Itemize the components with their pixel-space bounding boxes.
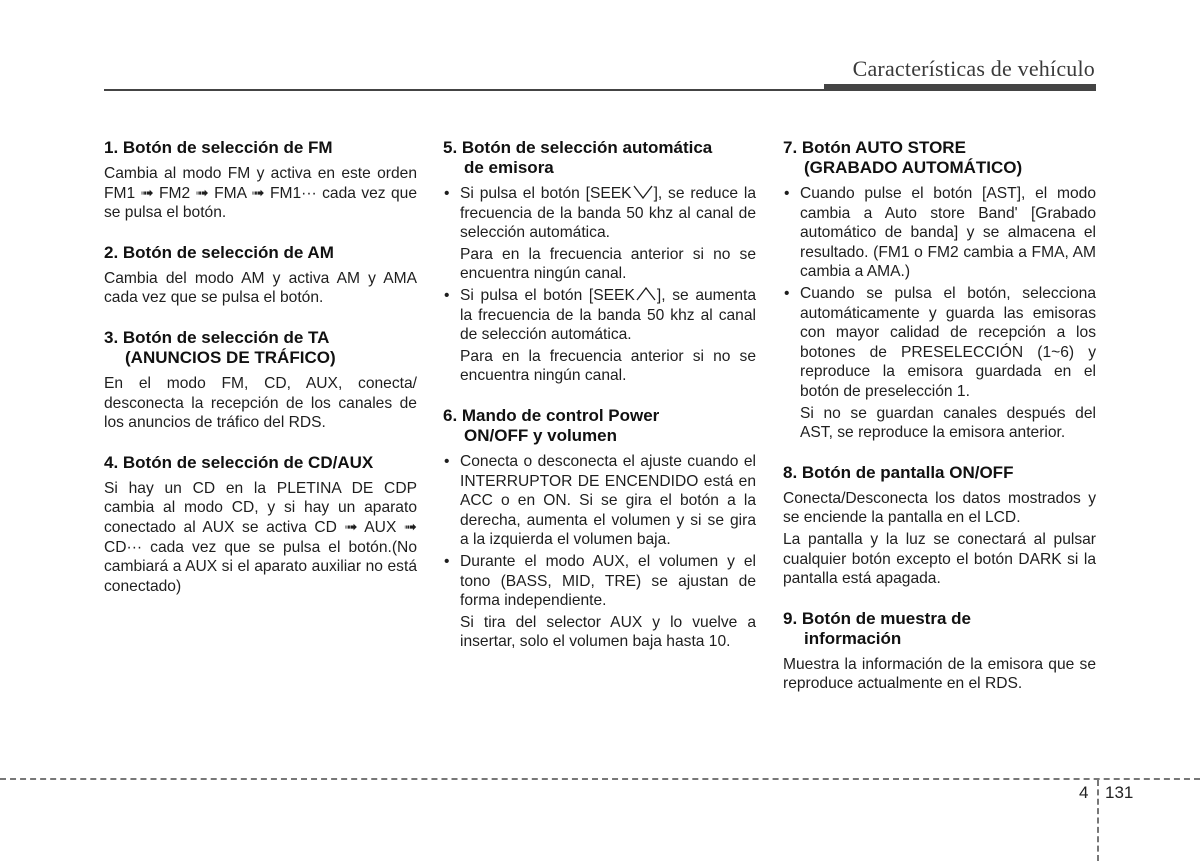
chapter-number: 4 — [1079, 783, 1089, 802]
section-power-volume-knob — [443, 406, 756, 652]
section-title-line2: (GRABADO AUTOMÁTICO) — [804, 158, 1023, 177]
section-cd-aux-button — [104, 453, 417, 597]
bullet-text: Durante el modo AUX, el volumen y el tono (BASS, MID, TRE) se ajustan de forma independiente. — [460, 552, 756, 610]
section-title-line2: de emisora — [464, 158, 554, 177]
section-title — [783, 138, 1096, 178]
section-text: Cambia del modo AM y activa AM y AMA cada vez que se pulsa el botón. — [104, 269, 417, 307]
section-title: 8. Botón de pantalla ON/OFF — [783, 462, 1014, 482]
footer-divider — [0, 778, 1200, 780]
bullet-note: Si no se guardan canales después del AST, se reproduce la emisora anterior. — [800, 404, 1096, 442]
section-title: 2. Botón de selección de AM — [104, 242, 334, 262]
section-title: 4. Botón de selección de CD/AUX — [104, 452, 374, 472]
section-am-button — [104, 243, 417, 308]
bullet-text-pre: Si pulsa el botón [SEEK — [460, 185, 632, 202]
section-title-line2: ON/OFF y volumen — [464, 425, 618, 445]
section-text: Cambia al modo FM y activa en este orden FM1 ➟ FM2 ➟ FMA ➟ FM1··· cada vez que se pulsa el botón. — [104, 165, 417, 222]
section-text: La pantalla y la luz se conectará al pulsar cualquier botón excepto el botón DARK si la pantalla está apagada. — [783, 530, 1096, 588]
list-item — [783, 284, 1096, 443]
section-title-line1: 6. Mando de control Power — [443, 405, 660, 425]
section-title — [443, 406, 756, 446]
list-item — [443, 552, 756, 652]
column-1 — [104, 138, 417, 616]
section-info-button — [783, 609, 1096, 694]
section-title: 1. Botón de selección de FM — [104, 138, 333, 157]
list-item — [443, 184, 756, 284]
section-title-line2: (ANUNCIOS DE TRÁFICO) — [125, 347, 336, 367]
section-text: Muestra la información de la emisora que se reproduce actualmente en el RDS. — [783, 655, 1096, 693]
section-title-line1: 3. Botón de selección de TA — [104, 327, 330, 347]
section-text: En el modo FM, CD, AUX, conecta/ desconecta la recepción de los canales de los anuncios de tráfico del RDS. — [104, 374, 417, 432]
bullet-note: Para en la frecuencia anterior si no se encuentra ningún canal. — [460, 245, 756, 283]
list-item: • Cuando pulse el botón [AST], el modo cambia a Auto store Band' [Grabado automático de banda] y se almacena el resultado. (FM1 o FM2 cambia a FMA, AM cambia a AMA.) — [783, 184, 1096, 282]
section-title-line1: 7. Botón AUTO STORE — [783, 138, 966, 157]
section-title-line2: información — [804, 628, 902, 648]
section-title — [783, 609, 1096, 649]
section-title — [443, 138, 756, 178]
section-title-line1: 5. Botón de selección automática — [443, 138, 713, 157]
page-number: 131 — [1105, 783, 1134, 802]
section-fm-button — [104, 138, 417, 223]
section-ta-button — [104, 328, 417, 433]
bullet-list — [443, 184, 756, 386]
bullet-list — [443, 452, 756, 652]
header-rule-accent — [824, 84, 1096, 90]
page-header-title: Características de vehículo — [852, 56, 1095, 81]
section-text: Si hay un CD en la PLETINA DE CDP cambia al modo CD, y si hay un aparato conectado al AUX se activa CD ➟ AUX ➟ CD··· cada vez que se pulsa el botón.(No cambiará a AUX si el aparato auxiliar no está conectado) — [104, 479, 417, 595]
section-auto-store-button — [783, 138, 1096, 443]
section-title — [104, 328, 417, 368]
bullet-text-post: ], se aumenta la frecuencia de la banda 50 khz al canal de selección automática. — [460, 286, 757, 344]
section-seek-button — [443, 138, 756, 386]
bullet-list — [783, 184, 1096, 443]
bullet-text-pre: Si pulsa el botón [SEEK — [460, 286, 635, 304]
column-2 — [443, 138, 756, 672]
bullet-text-post: ], se reduce la frecuencia de la banda 50 khz al canal de selección automática. — [460, 185, 756, 242]
bullet-note: Si tira del selector AUX y lo vuelve a insertar, solo el volumen baja hasta 10. — [460, 613, 756, 651]
column-3 — [783, 138, 1096, 714]
list-item: • Conecta o desconecta el ajuste cuando el INTERRUPTOR DE ENCENDIDO está en ACC o en ON. Si se gira el botón a la derecha, aumenta el volumen y si se gira a la izquierda el volumen baja. — [443, 452, 756, 550]
section-text: Conecta/Desconecta los datos mostrados y se enciende la pantalla en el LCD. — [783, 489, 1096, 527]
section-title-line1: 9. Botón de muestra de — [783, 608, 971, 628]
bullet-note: Para en la frecuencia anterior si no se encuentra ningún canal. — [460, 347, 756, 385]
page-number-divider — [1097, 780, 1099, 861]
list-item — [443, 286, 756, 386]
seek-down-icon — [632, 185, 654, 199]
section-display-button — [783, 463, 1096, 589]
bullet-text: Cuando se pulsa el botón, selecciona automáticamente y guarda las emisoras con mayor calidad de recepción a los botones de PRESELECCIÓN (1~6) y reproduce la emisora guardada en el botón de preselección 1. — [800, 284, 1096, 400]
seek-up-icon — [635, 287, 657, 301]
